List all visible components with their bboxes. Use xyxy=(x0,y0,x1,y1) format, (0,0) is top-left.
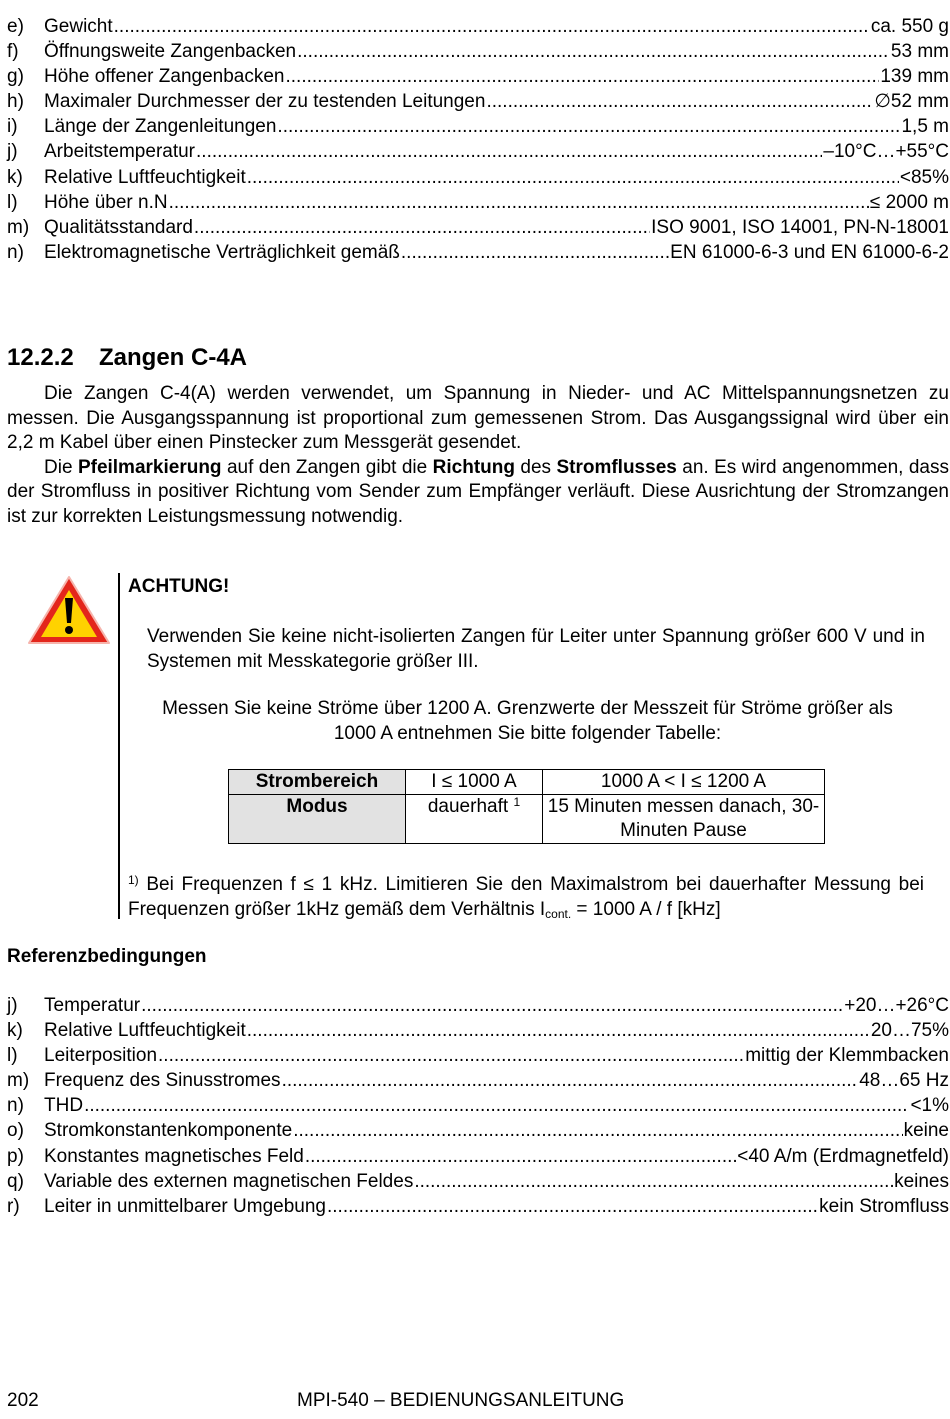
list-item-label: Höhe offener Zangenbacken xyxy=(44,66,285,88)
warning-title: ACHTUNG! xyxy=(128,576,230,597)
page-number: 202 xyxy=(7,1390,39,1411)
list-item-value: EN 61000-6-3 und EN 61000-6-2 xyxy=(670,241,949,263)
list-item-value: keines xyxy=(894,1170,949,1192)
list-item-value: ISO 9001, ISO 14001, PN-N-18001 xyxy=(651,216,949,238)
spec-list-top xyxy=(7,14,949,265)
list-item-label: Stromkonstantenkomponente xyxy=(44,1120,293,1142)
list-item-label: Öffnungsweite Zangenbacken xyxy=(44,41,297,63)
table-header-cell: Strombereich xyxy=(229,770,406,795)
list-item xyxy=(7,1118,949,1143)
reference-heading: Referenzbedingungen xyxy=(7,946,207,967)
list-item-label: Gewicht xyxy=(44,16,113,37)
list-item-value: <85% xyxy=(899,166,949,188)
dot-leader xyxy=(277,114,900,139)
list-item xyxy=(7,1068,949,1093)
list-item-letter: p) xyxy=(7,1145,24,1167)
dot-leader xyxy=(414,1169,893,1194)
dot-leader xyxy=(293,1118,902,1143)
list-item-value: 139 mm xyxy=(880,66,949,88)
dot-leader xyxy=(194,215,650,240)
list-item-letter: j) xyxy=(7,141,18,163)
dot-leader xyxy=(247,1018,870,1043)
table-cell: 1000 A < I ≤ 1200 A xyxy=(543,770,825,795)
dot-leader xyxy=(282,1068,859,1093)
footer-title: MPI-540 – BEDIENUNGSANLEITUNG xyxy=(297,1390,625,1411)
warning-sidebar-line xyxy=(118,573,120,919)
list-item-letter: l) xyxy=(7,191,18,213)
footnote: $^{1)}$ Bei Frequenzen f ≤ 1 kHz. Limitieren Sie den Maximalstrom bei dauerhafter Messung bei Frequenzen größer 1kHz gemäß dem Verhältnis $I_{cont.} = 1000$ A / f [kHz] xyxy=(128,873,924,921)
list-item-label: Höhe über n.N xyxy=(44,191,168,213)
list-item-label: Konstantes magnetisches Feld xyxy=(44,1145,304,1167)
list-item-label: Relative Luftfeuchtigkeit xyxy=(44,166,246,188)
list-item xyxy=(7,1169,949,1194)
list-item-letter: k) xyxy=(7,1020,23,1042)
dot-leader xyxy=(401,240,669,265)
table-cell: I ≤ 1000 A xyxy=(406,770,543,795)
list-item-letter: l) xyxy=(7,1045,18,1067)
list-item-value: 20…75% xyxy=(870,1020,949,1042)
list-item-label: Arbeitstemperatur xyxy=(44,141,196,163)
list-item-value: ≤ 2000 m xyxy=(869,191,949,213)
table-header-cell: Modus xyxy=(229,795,406,844)
dot-leader xyxy=(327,1194,818,1219)
table-row xyxy=(229,795,825,844)
list-item-letter: r) xyxy=(7,1195,20,1217)
list-item xyxy=(7,64,949,89)
table-cell: dauerhaft $^1$ xyxy=(406,795,543,844)
list-item xyxy=(7,1144,949,1169)
dot-leader xyxy=(169,190,869,215)
list-item xyxy=(7,1093,949,1118)
list-item xyxy=(7,215,949,240)
list-item-value: keine xyxy=(903,1120,949,1142)
list-item xyxy=(7,1043,949,1068)
warning-text-2: Messen Sie keine Ströme über 1200 A. Grenzwerte der Messzeit für Ströme größer als 1000 A entnehmen Sie bitte folgender Tabelle: xyxy=(162,698,893,744)
list-item-label: Leiterposition xyxy=(44,1045,158,1067)
list-item-value: +20…+26°C xyxy=(844,995,949,1016)
paragraph-2: Die Pfeilmarkierung auf den Zangen gibt die Richtung des Stromflusses an. Es wird angenommen, dass der Stromfluss in positiver Richtung vom Sender zum Empfänger verläuft. Diese Ausrichtung der Stromzangen ist zur korrekten Leistungsmessung notwendig. xyxy=(7,456,949,527)
dot-leader xyxy=(286,64,880,89)
list-item-label: Qualitätsstandard xyxy=(44,216,193,238)
list-item-value: 53 mm xyxy=(890,41,949,63)
dot-leader xyxy=(84,1093,909,1118)
list-item-label: Temperatur xyxy=(44,995,141,1016)
list-item-letter: e) xyxy=(7,16,24,37)
list-item-letter: k) xyxy=(7,166,23,188)
list-item-letter: n) xyxy=(7,241,24,263)
table-row xyxy=(229,770,825,795)
list-item-label: Elektromagnetische Verträglichkeit gemäß xyxy=(44,241,400,263)
list-item-value: 1,5 m xyxy=(901,116,949,138)
warning-triangle-icon xyxy=(26,574,112,646)
dot-leader xyxy=(158,1043,744,1068)
list-item-label: Frequenz des Sinusstromes xyxy=(44,1070,281,1092)
list-item xyxy=(7,993,949,1018)
section-number: 12.2.2 xyxy=(7,344,74,371)
list-item xyxy=(7,240,949,265)
list-item-letter: g) xyxy=(7,66,24,88)
list-item-value: mittig der Klemmbacken xyxy=(745,1045,949,1067)
paragraph-1: Die Zangen C-4(A) werden verwendet, um Spannung in Nieder- und AC Mittelspannungsnetzen zu messen. Die Ausgangsspannung ist proportional zum gemessenen Strom. Das Ausgangssignal wird über ein 2,2 m Kabel über einen Pinstecker zum Messgerät gesendet. xyxy=(7,383,949,453)
warning-text-1: Verwenden Sie keine nicht-isolierten Zangen für Leiter unter Spannung größer 600 V und in Systemen mit Messkategorie größer III. xyxy=(147,626,925,672)
list-item-value: ∅52 mm xyxy=(874,91,949,113)
dot-leader xyxy=(486,89,873,114)
footnote-ref: 1 xyxy=(513,795,521,809)
list-item-label: Relative Luftfeuchtigkeit xyxy=(44,1020,246,1042)
list-item-value: 48…65 Hz xyxy=(859,1070,949,1092)
list-item-letter: m) xyxy=(7,216,30,238)
list-item xyxy=(7,114,949,139)
list-item-letter: o) xyxy=(7,1120,24,1142)
list-item-letter: n) xyxy=(7,1095,24,1117)
list-item xyxy=(7,1018,949,1043)
list-item xyxy=(7,190,949,215)
list-item-value: <1% xyxy=(910,1095,949,1117)
list-item-letter: q) xyxy=(7,1170,24,1192)
list-item xyxy=(7,14,949,39)
list-item-value: kein Stromfluss xyxy=(819,1195,949,1217)
list-item xyxy=(7,89,949,114)
dot-leader xyxy=(114,14,870,39)
dot-leader xyxy=(297,39,890,64)
list-item-label: THD xyxy=(44,1095,84,1117)
list-item-letter: m) xyxy=(7,1070,30,1092)
list-item xyxy=(7,39,949,64)
table-cell: 15 Minuten messen danach, 30-Minuten Pause xyxy=(543,795,825,844)
list-item xyxy=(7,139,949,164)
dot-leader xyxy=(196,139,822,164)
list-item-label: Länge der Zangenleitungen xyxy=(44,116,277,138)
dot-leader xyxy=(305,1144,736,1169)
list-item-letter: h) xyxy=(7,91,24,113)
list-item-label: Leiter in unmittelbarer Umgebung xyxy=(44,1195,326,1217)
spec-list-reference xyxy=(7,993,949,1219)
section-title: Zangen C-4A xyxy=(99,344,248,371)
list-item-value: ca. 550 g xyxy=(870,16,949,37)
list-item-value: <40 A/m (Erdmagnetfeld) xyxy=(737,1145,949,1167)
list-item xyxy=(7,165,949,190)
list-item-label: Variable des externen magnetischen Feldes xyxy=(44,1170,414,1192)
list-item-letter: j) xyxy=(7,995,18,1016)
list-item xyxy=(7,1194,949,1219)
list-item-letter: f) xyxy=(7,41,19,63)
section-body xyxy=(7,382,949,529)
current-limits-table xyxy=(228,769,825,844)
dot-leader xyxy=(247,165,899,190)
list-item-letter: i) xyxy=(7,116,18,138)
list-item-label: Maximaler Durchmesser der zu testenden Leitungen xyxy=(44,91,486,113)
list-item-value: –10°C…+55°C xyxy=(823,141,949,163)
dot-leader xyxy=(141,993,843,1018)
section-heading xyxy=(7,344,247,372)
